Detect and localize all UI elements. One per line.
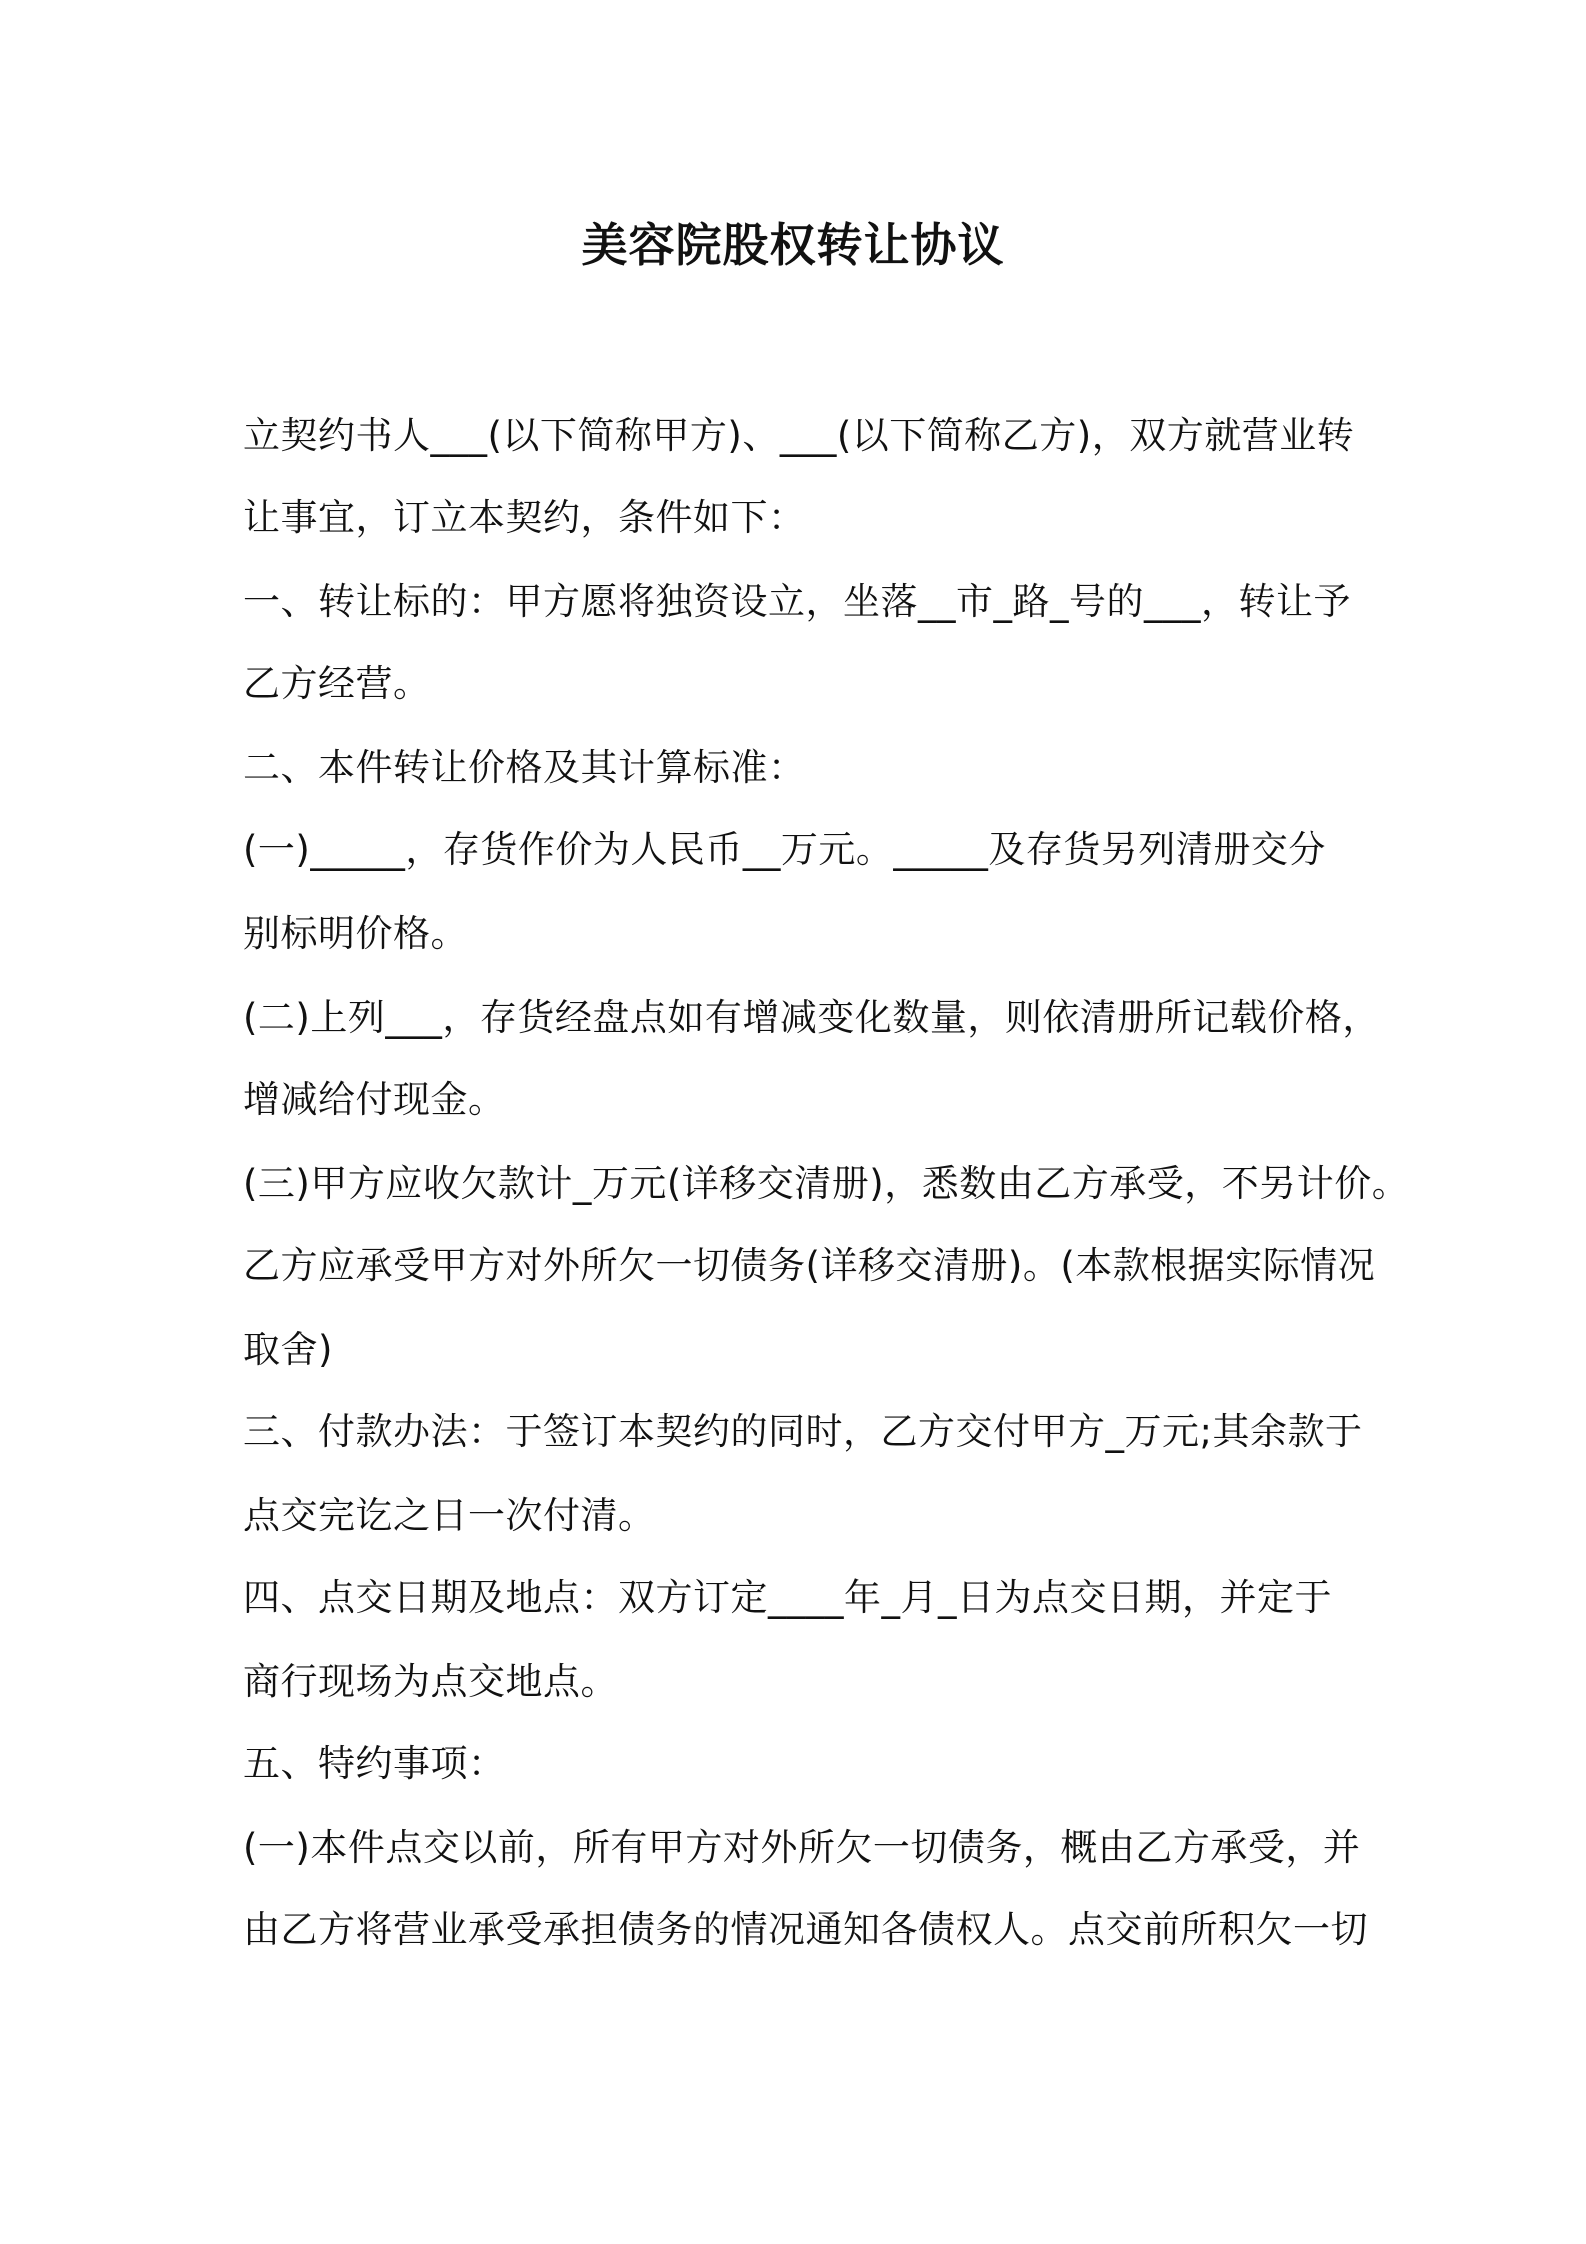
body-line: 一、转让标的：甲方愿将独资设立，坐落__市_路_号的___，转让予 <box>243 580 1351 623</box>
body-line: 立契约书人___(以下简称甲方)、___(以下简称乙方)，双方就营业转 <box>243 414 1355 457</box>
body-line: 增减给付现金。 <box>243 1078 506 1121</box>
body-line: 三、付款办法：于签订本契约的同时，乙方交付甲方_万元;其余款于 <box>243 1410 1363 1453</box>
body-line: 点交完讫之日一次付清。 <box>243 1494 656 1537</box>
body-line: 别标明价格。 <box>243 912 468 955</box>
document-title: 美容院股权转让协议 <box>581 218 1005 272</box>
body-line: (一)本件点交以前，所有甲方对外所欠一切债务，概由乙方承受，并 <box>243 1826 1361 1869</box>
body-line: (二)上列___，存货经盘点如有增减变化数量，则依清册所记载价格， <box>243 996 1380 1039</box>
body-line: 让事宜，订立本契约，条件如下： <box>243 496 806 539</box>
body-line: 由乙方将营业承受承担债务的情况通知各债权人。点交前所积欠一切 <box>243 1908 1368 1951</box>
body-line: 四、点交日期及地点：双方订定____年_月_日为点交日期，并定于 <box>243 1576 1332 1619</box>
body-line: 取舍) <box>243 1328 333 1371</box>
body-line: 乙方经营。 <box>243 662 431 705</box>
body-line: 商行现场为点交地点。 <box>243 1660 618 1703</box>
body-line: (一)_____，存货作价为人民币__万元。_____及存货另列清册交分 <box>243 828 1326 871</box>
body-line: (三)甲方应收欠款计_万元(详移交清册)，悉数由乙方承受，不另计价。 <box>243 1162 1410 1205</box>
body-line: 五、特约事项： <box>243 1742 506 1785</box>
body-line: 乙方应承受甲方对外所欠一切债务(详移交清册)。(本款根据实际情况 <box>243 1244 1376 1287</box>
body-line: 二、本件转让价格及其计算标准： <box>243 746 806 789</box>
